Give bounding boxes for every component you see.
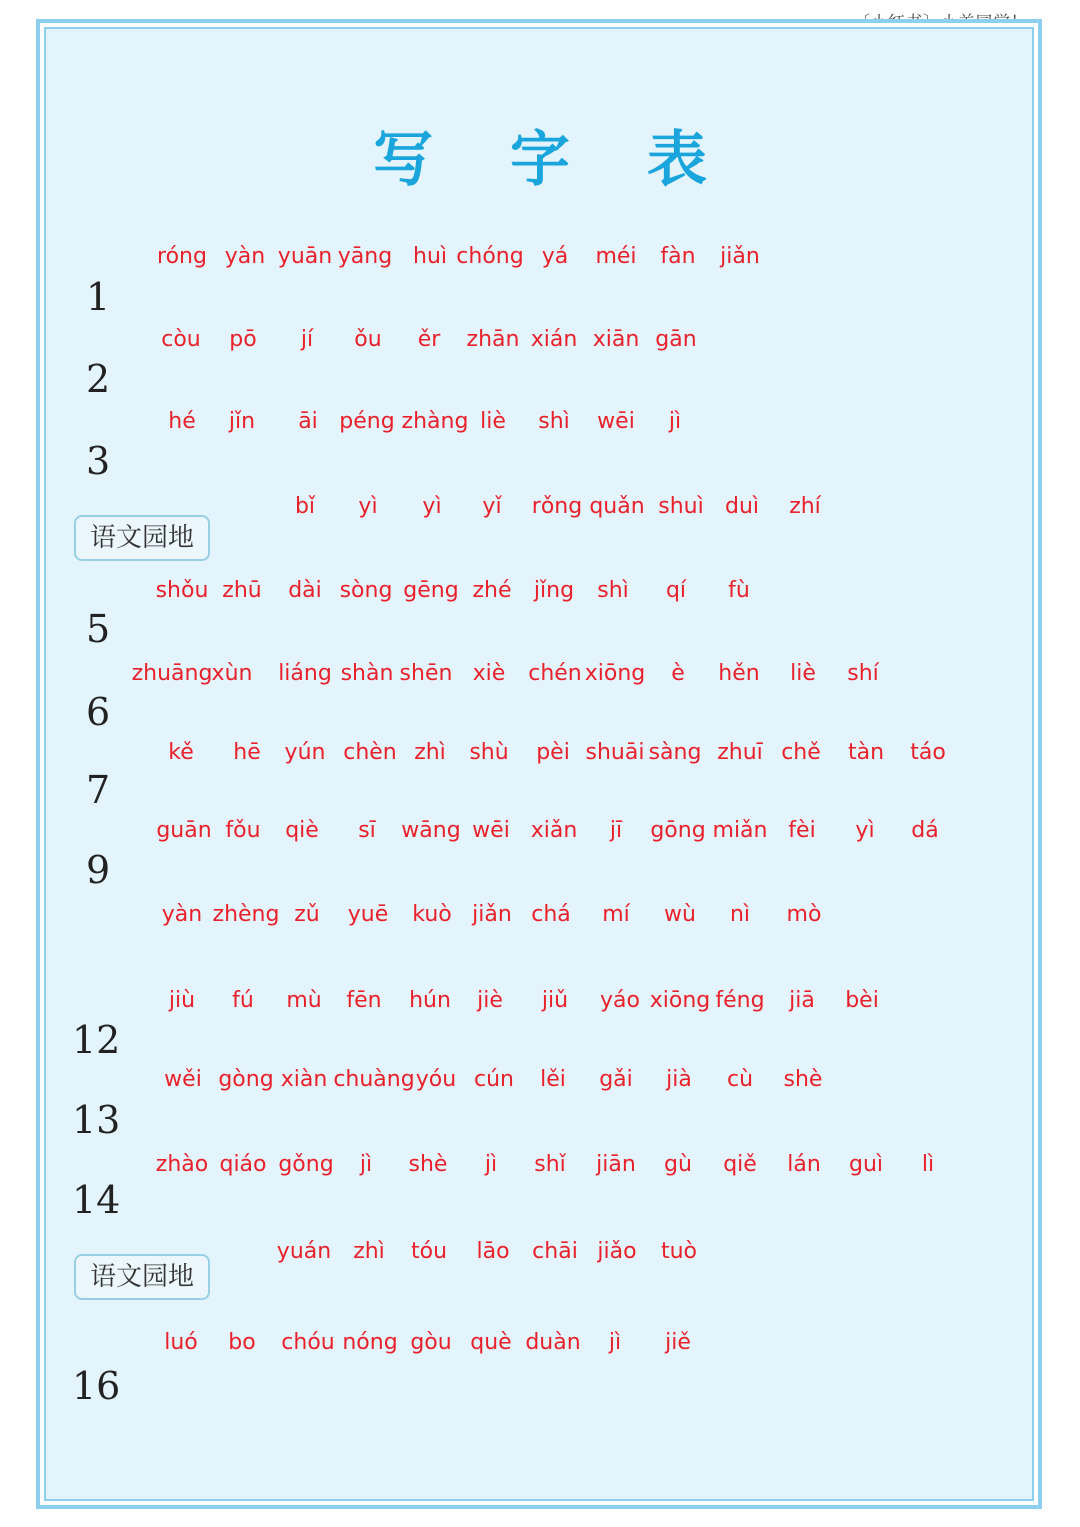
pinyin-syllable: fèi — [788, 818, 816, 843]
lesson-number: 5 — [86, 607, 111, 651]
pinyin-syllable: gǎi — [599, 1067, 633, 1092]
pinyin-syllable: yuān — [277, 244, 333, 269]
pinyin-syllable: xùn — [211, 661, 253, 686]
pinyin-syllable: liáng — [278, 661, 332, 686]
pinyin-syllable: jī — [609, 818, 623, 843]
lesson-number: 6 — [86, 690, 111, 734]
pinyin-syllable: xiǎn — [530, 818, 578, 843]
pinyin-syllable: guì — [848, 1152, 884, 1177]
pinyin-syllable: méi — [595, 244, 637, 269]
pinyin-syllable: mù — [286, 988, 322, 1013]
pinyin-syllable: xiè — [472, 661, 506, 686]
pinyin-syllable: hé — [168, 409, 196, 434]
pinyin-syllable: zhàng — [401, 409, 469, 434]
pinyin-syllable: zhuī — [717, 740, 763, 765]
pinyin-syllable: jì — [608, 1330, 622, 1355]
pinyin-syllable: qiě — [723, 1152, 757, 1177]
pinyin-syllable: shì — [538, 409, 570, 434]
pinyin-syllable: hěn — [718, 661, 760, 686]
unit-review-label: 语文园地 — [74, 1254, 210, 1300]
pinyin-syllable: zhì — [353, 1239, 385, 1264]
pinyin-syllable: gēng — [403, 578, 459, 603]
pinyin-syllable: chě — [781, 740, 821, 765]
pinyin-syllable: fú — [232, 988, 254, 1013]
pinyin-syllable: dài — [288, 578, 322, 603]
pinyin-syllable: huì — [413, 244, 447, 269]
pinyin-syllable: fù — [728, 578, 750, 603]
pinyin-syllable: shè — [783, 1067, 823, 1092]
pinyin-syllable: guān — [156, 818, 212, 843]
pinyin-syllable: gòu — [410, 1330, 452, 1355]
lesson-number: 13 — [72, 1098, 121, 1142]
pinyin-syllable: zhū — [222, 578, 262, 603]
pinyin-syllable: zhuāng — [131, 661, 213, 686]
pinyin-syllable: yǐ — [482, 494, 502, 519]
lesson-number: 1 — [86, 275, 111, 319]
pinyin-syllable: qí — [665, 578, 687, 603]
pinyin-syllable: shè — [408, 1152, 448, 1177]
pinyin-syllable: jì — [359, 1152, 373, 1177]
pinyin-syllable: sī — [358, 818, 376, 843]
pinyin-syllable: jiǎn — [720, 244, 760, 269]
pinyin-syllable: jì — [668, 409, 682, 434]
pinyin-syllable: zhào — [155, 1152, 209, 1177]
pinyin-syllable: liè — [480, 409, 506, 434]
pinyin-syllable: zǔ — [294, 902, 320, 927]
pinyin-syllable: xiōng — [584, 661, 646, 686]
pinyin-syllable: què — [470, 1330, 512, 1355]
pinyin-syllable: jí — [300, 327, 314, 352]
pinyin-syllable: è — [671, 661, 685, 686]
pinyin-syllable: kě — [168, 740, 194, 765]
pinyin-syllable: qiè — [285, 818, 319, 843]
pinyin-syllable: xiān — [592, 327, 640, 352]
pinyin-syllable: yuē — [347, 902, 389, 927]
pinyin-syllable: tuò — [660, 1239, 698, 1264]
pinyin-syllable: fēn — [346, 988, 382, 1013]
pinyin-syllable: jiǎn — [472, 902, 512, 927]
lesson-number: 12 — [72, 1018, 121, 1062]
pinyin-syllable: jiǔ — [541, 988, 569, 1013]
pinyin-syllable: jiǎo — [597, 1239, 637, 1264]
pinyin-syllable: tàn — [847, 740, 885, 765]
pinyin-syllable: jiě — [665, 1330, 691, 1355]
pinyin-syllable: xiōng — [649, 988, 711, 1013]
pinyin-syllable: cún — [474, 1067, 514, 1092]
pinyin-syllable: yàn — [224, 244, 266, 269]
lesson-number: 2 — [86, 357, 111, 401]
lesson-number: 14 — [72, 1178, 121, 1222]
pinyin-syllable: còu — [161, 327, 201, 352]
pinyin-syllable: shuì — [658, 494, 704, 519]
pinyin-syllable: zhān — [466, 327, 520, 352]
pinyin-syllable: chóng — [456, 244, 524, 269]
pinyin-syllable: shàn — [340, 661, 394, 686]
pinyin-syllable: liè — [790, 661, 816, 686]
unit-review-label: 语文园地 — [74, 515, 210, 561]
pinyin-syllable: gǒng — [278, 1152, 334, 1177]
pinyin-syllable: zhì — [414, 740, 446, 765]
pinyin-syllable: rǒng — [531, 494, 583, 519]
pinyin-syllable: róng — [157, 244, 207, 269]
pinyin-syllable: lāo — [476, 1239, 510, 1264]
pinyin-syllable: táo — [910, 740, 946, 765]
pinyin-syllable: gù — [664, 1152, 692, 1177]
pinyin-syllable: yún — [284, 740, 326, 765]
pinyin-syllable: jià — [666, 1067, 692, 1092]
pinyin-syllable: ěr — [417, 327, 441, 352]
pinyin-syllable: zhé — [472, 578, 512, 603]
pinyin-syllable: hē — [233, 740, 261, 765]
pinyin-syllable: cù — [726, 1067, 754, 1092]
pinyin-syllable: yì — [855, 818, 875, 843]
pinyin-syllable: bèi — [845, 988, 879, 1013]
pinyin-syllable: xiàn — [280, 1067, 328, 1092]
pinyin-syllable: dá — [911, 818, 939, 843]
pinyin-syllable: wěi — [164, 1067, 202, 1092]
pinyin-syllable: mò — [786, 902, 822, 927]
pinyin-syllable: wù — [664, 902, 696, 927]
pinyin-syllable: yì — [422, 494, 442, 519]
pinyin-syllable: mí — [602, 902, 630, 927]
pinyin-syllable: bǐ — [294, 494, 316, 519]
pinyin-syllable: gān — [655, 327, 697, 352]
pinyin-syllable: yāng — [337, 244, 393, 269]
pinyin-syllable: yàn — [161, 902, 203, 927]
pinyin-syllable: jiān — [596, 1152, 636, 1177]
pinyin-syllable: fàn — [660, 244, 696, 269]
pinyin-syllable: chāi — [532, 1239, 578, 1264]
pinyin-syllable: lěi — [540, 1067, 566, 1092]
pinyin-syllable: lán — [787, 1152, 821, 1177]
pinyin-syllable: shí — [847, 661, 879, 686]
lesson-number: 7 — [86, 768, 111, 812]
pinyin-syllable: péng — [339, 409, 395, 434]
pinyin-syllable: miǎn — [712, 818, 768, 843]
lesson-number: 3 — [86, 439, 111, 483]
pinyin-syllable: fǒu — [225, 818, 261, 843]
pinyin-syllable: luó — [164, 1330, 198, 1355]
pinyin-syllable: nóng — [342, 1330, 398, 1355]
pinyin-syllable: kuò — [412, 902, 452, 927]
pinyin-syllable: chén — [528, 661, 582, 686]
pinyin-syllable: jǐn — [228, 409, 256, 434]
pinyin-syllable: yá — [541, 244, 569, 269]
pinyin-syllable: jiù — [168, 988, 196, 1013]
pinyin-syllable: shǒu — [155, 578, 209, 603]
pinyin-syllable: zhí — [789, 494, 821, 519]
pinyin-syllable: yáo — [600, 988, 640, 1013]
pinyin-syllable: gòng — [218, 1067, 274, 1092]
pinyin-syllable: féng — [715, 988, 765, 1013]
pinyin-syllable: ǒu — [354, 327, 382, 352]
pinyin-syllable: duì — [724, 494, 760, 519]
pinyin-syllable: sàng — [648, 740, 702, 765]
pinyin-syllable: nì — [729, 902, 751, 927]
page-title: 写 字 表 — [373, 125, 735, 195]
pinyin-syllable: shù — [469, 740, 509, 765]
pinyin-syllable: sòng — [339, 578, 393, 603]
pinyin-syllable: duàn — [525, 1330, 581, 1355]
lesson-number: 16 — [72, 1364, 121, 1408]
pinyin-syllable: yì — [358, 494, 378, 519]
pinyin-syllable: qiáo — [219, 1152, 267, 1177]
pinyin-syllable: yuán — [276, 1239, 332, 1264]
pinyin-syllable: shǐ — [534, 1152, 566, 1177]
pinyin-syllable: pèi — [536, 740, 570, 765]
pinyin-syllable: pō — [229, 327, 257, 352]
pinyin-syllable: chá — [531, 902, 571, 927]
pinyin-syllable: yóu — [415, 1067, 457, 1092]
pinyin-syllable: chuàng — [333, 1067, 415, 1092]
pinyin-syllable: zhèng — [212, 902, 280, 927]
pinyin-syllable: shēn — [399, 661, 453, 686]
pinyin-syllable: shì — [597, 578, 629, 603]
pinyin-syllable: jǐng — [533, 578, 575, 603]
pinyin-syllable: jiè — [477, 988, 503, 1013]
pinyin-syllable: āi — [298, 409, 318, 434]
pinyin-syllable: xián — [530, 327, 578, 352]
pinyin-syllable: lì — [921, 1152, 935, 1177]
pinyin-syllable: quǎn — [589, 494, 645, 519]
pinyin-syllable: chèn — [343, 740, 397, 765]
pinyin-syllable: wēi — [472, 818, 510, 843]
pinyin-syllable: shuāi — [585, 740, 645, 765]
pinyin-syllable: jì — [484, 1152, 498, 1177]
pinyin-syllable: bo — [228, 1330, 256, 1355]
pinyin-syllable: tóu — [410, 1239, 448, 1264]
pinyin-syllable: wāng — [401, 818, 461, 843]
pinyin-syllable: jiā — [789, 988, 815, 1013]
lesson-number: 9 — [86, 848, 111, 892]
pinyin-syllable: hún — [409, 988, 451, 1013]
pinyin-syllable: gōng — [650, 818, 706, 843]
pinyin-syllable: wēi — [597, 409, 635, 434]
pinyin-syllable: chóu — [281, 1330, 335, 1355]
